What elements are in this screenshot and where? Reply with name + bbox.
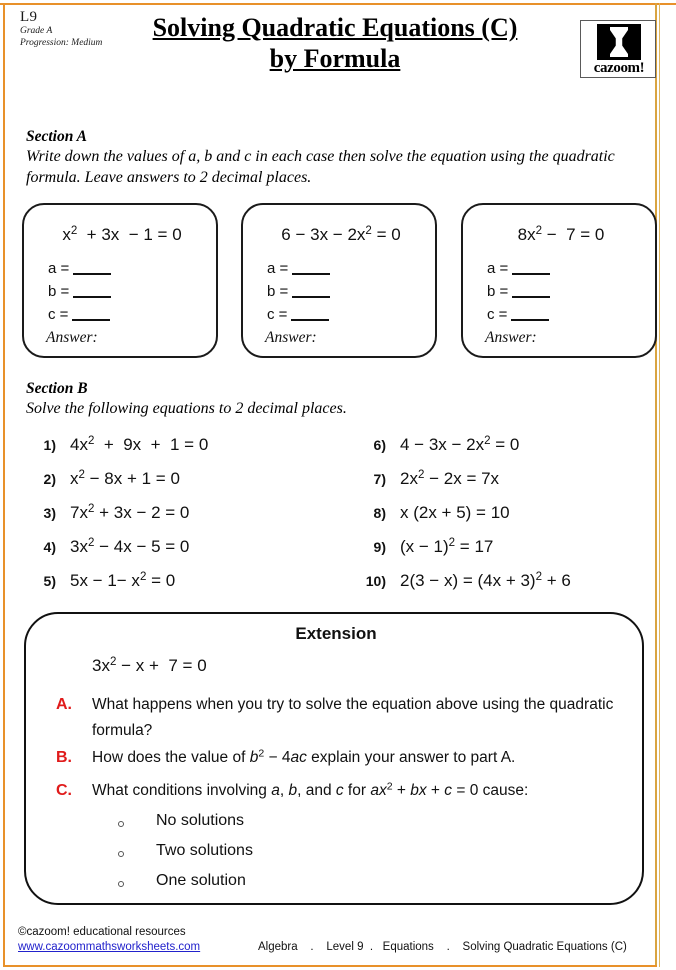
- coefficient-b-field[interactable]: [267, 283, 330, 300]
- question-number: 6): [373, 437, 386, 453]
- footer-website-link[interactable]: www.cazoommathsworksheets.com: [18, 941, 201, 953]
- coefficient-c-label: c =: [48, 306, 69, 323]
- coefficient-c-field[interactable]: [267, 306, 329, 323]
- coefficient-b-label: b =: [267, 283, 289, 300]
- footer-copyright: ©cazoom! educational resources: [18, 926, 186, 938]
- extension-bullet-list: [118, 812, 538, 902]
- coefficient-a-blank[interactable]: [73, 273, 111, 275]
- question-row[interactable]: [22, 469, 342, 503]
- section-a-box[interactable]: [461, 203, 657, 358]
- coefficient-a-field[interactable]: [487, 260, 550, 277]
- grade-label: Grade A: [20, 26, 53, 36]
- coefficient-b-field[interactable]: [48, 283, 111, 300]
- level-code: L9: [20, 9, 38, 25]
- coefficient-a-field[interactable]: [48, 260, 111, 277]
- coefficient-a-blank[interactable]: [512, 273, 550, 275]
- section-a-box-row: [0, 203, 676, 361]
- answer-label[interactable]: Answer:: [485, 329, 537, 346]
- extension-part-a-label: A.: [56, 696, 72, 713]
- question-number: 1): [43, 437, 56, 453]
- extension-equation: $3x^2 - x + 7 = 0$: [92, 656, 207, 675]
- box-equation: $x^2 + 3x - 1 = 0$: [62, 225, 182, 244]
- question-row[interactable]: [22, 435, 342, 469]
- coefficient-c-blank[interactable]: [291, 319, 329, 321]
- question-equation: $4 - 3x - 2x^2 = 0$: [400, 435, 520, 454]
- question-number: 10): [365, 573, 386, 589]
- coefficient-b-label: b =: [48, 283, 70, 300]
- coefficient-a-label: a =: [48, 260, 70, 277]
- coefficient-b-label: b =: [487, 283, 509, 300]
- logo-wordmark: cazoom!: [593, 60, 645, 76]
- question-equation: $7x^2 + 3x - 2 = 0$: [70, 503, 190, 522]
- list-item-label: Two solutions: [156, 842, 253, 859]
- page-title-line2: by Formula: [269, 44, 401, 73]
- section-a-box[interactable]: [241, 203, 437, 358]
- question-equation: $2(3 - x) = (4x + 3)^2 + 6$: [400, 571, 571, 590]
- coefficient-b-blank[interactable]: [73, 296, 111, 298]
- question-equation: $(x - 1)^2 = 17$: [400, 537, 494, 556]
- section-a-description: Write down the values of a, b and c in each case then solve the equation using the quadratic formula. Leave answers to 2 decimal places.: [26, 148, 615, 186]
- question-row[interactable]: [352, 571, 672, 605]
- extension-box: [24, 612, 644, 905]
- coefficient-b-field[interactable]: [487, 283, 550, 300]
- question-number: 4): [43, 539, 56, 555]
- list-item-label: No solutions: [156, 812, 245, 829]
- section-a-box[interactable]: [22, 203, 218, 358]
- question-number: 8): [373, 505, 386, 521]
- breadcrumb: Algebra . Level 9 . Equations . Solving Quadratic Equations (C): [258, 941, 627, 953]
- question-row[interactable]: [22, 503, 342, 537]
- question-row[interactable]: [352, 537, 672, 571]
- question-row[interactable]: [22, 537, 342, 571]
- bullet-circle-icon: [118, 881, 124, 887]
- bullet-circle-icon: [118, 821, 124, 827]
- coefficient-c-blank[interactable]: [511, 319, 549, 321]
- section-b-column-right: [352, 435, 672, 605]
- coefficient-c-label: c =: [267, 306, 288, 323]
- coefficient-c-label: c =: [487, 306, 508, 323]
- section-b-column-left: [22, 435, 342, 605]
- coefficient-a-label: a =: [267, 260, 289, 277]
- question-row[interactable]: [22, 571, 342, 605]
- coefficient-a-label: a =: [487, 260, 509, 277]
- question-equation: $4x^2 + 9x + 1 = 0$: [70, 435, 209, 454]
- page-border-top: [0, 3, 676, 5]
- question-number: 2): [43, 471, 56, 487]
- section-a-heading: Section A: [26, 128, 88, 145]
- coefficient-c-field[interactable]: [48, 306, 110, 323]
- box-equation: $8x^2 - 7 = 0$: [517, 225, 605, 244]
- question-row[interactable]: [352, 435, 672, 469]
- list-item-label: One solution: [156, 872, 246, 889]
- coefficient-c-blank[interactable]: [72, 319, 110, 321]
- question-number: 5): [43, 573, 56, 589]
- question-number: 7): [373, 471, 386, 487]
- list-item[interactable]: [118, 812, 538, 842]
- question-equation: x (2x + 5) = 10: [400, 503, 510, 522]
- section-b-heading: Section B: [26, 380, 88, 397]
- page-title: [100, 12, 570, 74]
- question-number: 9): [373, 539, 386, 555]
- extension-title: Extension: [295, 624, 377, 643]
- bullet-circle-icon: [118, 851, 124, 857]
- answer-label[interactable]: Answer:: [46, 329, 98, 346]
- list-item[interactable]: [118, 872, 538, 902]
- logo-vase-icon: [610, 27, 628, 57]
- coefficient-b-blank[interactable]: [292, 296, 330, 298]
- box-equation: $6 - 3x - 2x^2 = 0$: [281, 225, 401, 244]
- coefficient-a-blank[interactable]: [292, 273, 330, 275]
- extension-part-b-label: B.: [56, 749, 72, 766]
- extension-part-c[interactable]: [44, 778, 636, 804]
- page-border-left: [3, 3, 5, 967]
- worksheet-footer: [0, 924, 676, 968]
- extension-part-a[interactable]: [44, 692, 636, 744]
- question-number: 3): [43, 505, 56, 521]
- list-item[interactable]: [118, 842, 538, 872]
- progression-label: Progression: Medium: [20, 38, 103, 48]
- question-equation: $3x^2 - 4x - 5 = 0$: [70, 537, 190, 556]
- question-row[interactable]: [352, 503, 672, 537]
- page-title-line1: Solving Quadratic Equations (C): [152, 13, 518, 42]
- question-equation: $2x^2 - 2x = 7x$: [400, 469, 500, 488]
- extension-part-c-text: What conditions involving a, b, and c for $ax^2$ + bx + c = 0 cause:: [92, 780, 529, 799]
- question-equation: $5x - 1- x^2 = 0$: [70, 571, 176, 590]
- coefficient-c-field[interactable]: [487, 306, 549, 323]
- worksheet-header: [14, 8, 654, 90]
- coefficient-a-field[interactable]: [267, 260, 330, 277]
- question-equation: $x^2 - 8x + 1 = 0$: [70, 469, 180, 488]
- extension-part-a-text: What happens when you try to solve the equation above using the quadratic formula?: [92, 696, 614, 739]
- section-b-description: Solve the following equations to 2 decimal places.: [26, 400, 347, 417]
- question-row[interactable]: [352, 469, 672, 503]
- extension-part-b[interactable]: [44, 745, 636, 771]
- cazoom-logo: [580, 20, 656, 78]
- extension-part-c-label: C.: [56, 782, 72, 799]
- coefficient-b-blank[interactable]: [512, 296, 550, 298]
- answer-label[interactable]: Answer:: [265, 329, 317, 346]
- extension-part-b-text: How does the value of $b^2 - 4ac$ explain your answer to part A.: [92, 747, 516, 766]
- logo-mark-icon: [597, 24, 641, 60]
